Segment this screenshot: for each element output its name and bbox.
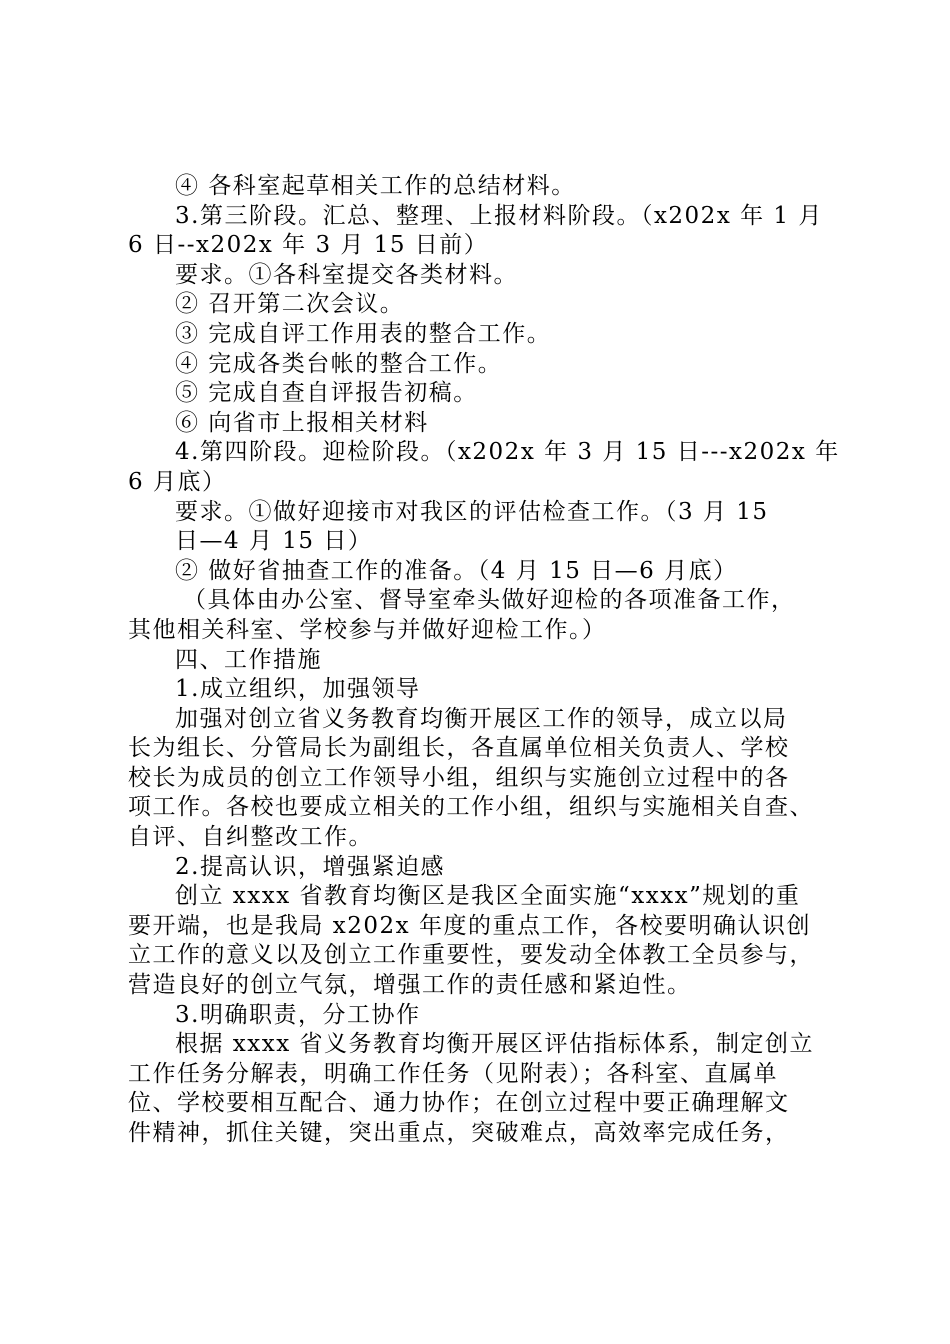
text-line: 要求。①做好迎接市对我区的评估检查工作。（3 月 15	[175, 498, 769, 525]
text-line: 营造良好的创立气氛，增强工作的责任感和紧迫性。	[128, 972, 692, 999]
text-line: ② 做好省抽查工作的准备。（4 月 15 日—6 月底）	[175, 557, 738, 584]
text-line: 自评、自纠整改工作。	[128, 824, 373, 851]
text-line: 2.提高认识，增强紧迫感	[175, 853, 445, 880]
text-line: 3.明确职责，分工协作	[175, 1001, 421, 1028]
text-line: 要求。①各科室提交各类材料。	[175, 261, 518, 288]
text-line: 长为组长、分管局长为副组长，各直属单位相关负责人、学校	[128, 735, 790, 762]
text-line: 要开端，也是我局 x202x 年度的重点工作，各校要明确认识创	[128, 912, 811, 939]
text-line: 日—4 月 15 日）	[175, 528, 373, 555]
text-line: 创立 xxxx 省教育均衡区是我区全面实施“xxxx”规划的重	[175, 883, 801, 910]
text-line: 6 日--x202x 年 3 月 15 日前）	[128, 232, 489, 259]
text-line: 1.成立组织，加强领导	[175, 676, 421, 703]
text-line: ③ 完成自评工作用表的整合工作。	[175, 320, 552, 347]
text-line: 四、工作措施	[175, 646, 322, 673]
text-line: 6 月底）	[128, 468, 227, 495]
text-line: 项工作。各校也要成立相关的工作小组，组织与实施相关自查、	[128, 794, 814, 821]
text-line: 加强对创立省义务教育均衡开展区工作的领导，成立以局	[175, 705, 788, 732]
text-line: 位、学校要相互配合、通力协作；在创立过程中要正确理解文	[128, 1090, 790, 1117]
document-body	[128, 172, 840, 1149]
text-line: 其他相关科室、学校参与并做好迎检工作。）	[128, 616, 607, 643]
text-line: 3.第三阶段。汇总、整理、上报材料阶段。（x202x 年 1 月	[175, 202, 823, 229]
text-line: ⑤ 完成自查自评报告初稿。	[175, 380, 478, 407]
text-line: ④ 完成各类台帐的整合工作。	[175, 350, 503, 377]
text-line: ⑥ 向省市上报相关材料	[175, 409, 429, 436]
text-line: ④ 各科室起草相关工作的总结材料。	[175, 173, 576, 199]
text-line: 件精神，抓住关键，突出重点，突破难点，高效率完成任务，	[128, 1120, 790, 1146]
text-line: 工作任务分解表，明确工作任务（见附表）；各科室、直属单	[128, 1060, 778, 1087]
text-line: 4.第四阶段。迎检阶段。（x202x 年 3 月 15 日---x202x 年	[175, 439, 840, 466]
text-line: （具体由办公室、督导室牵头做好迎检的各项准备工作，	[183, 587, 796, 614]
text-line: 校长为成员的创立工作领导小组，组织与实施创立过程中的各	[128, 764, 790, 791]
text-line: ② 召开第二次会议。	[175, 291, 405, 318]
text-line: 立工作的意义以及创立工作重要性，要发动全体教工全员参与，	[128, 942, 814, 969]
text-line: 根据 xxxx 省义务教育均衡开展区评估指标体系，制定创立	[175, 1031, 815, 1058]
